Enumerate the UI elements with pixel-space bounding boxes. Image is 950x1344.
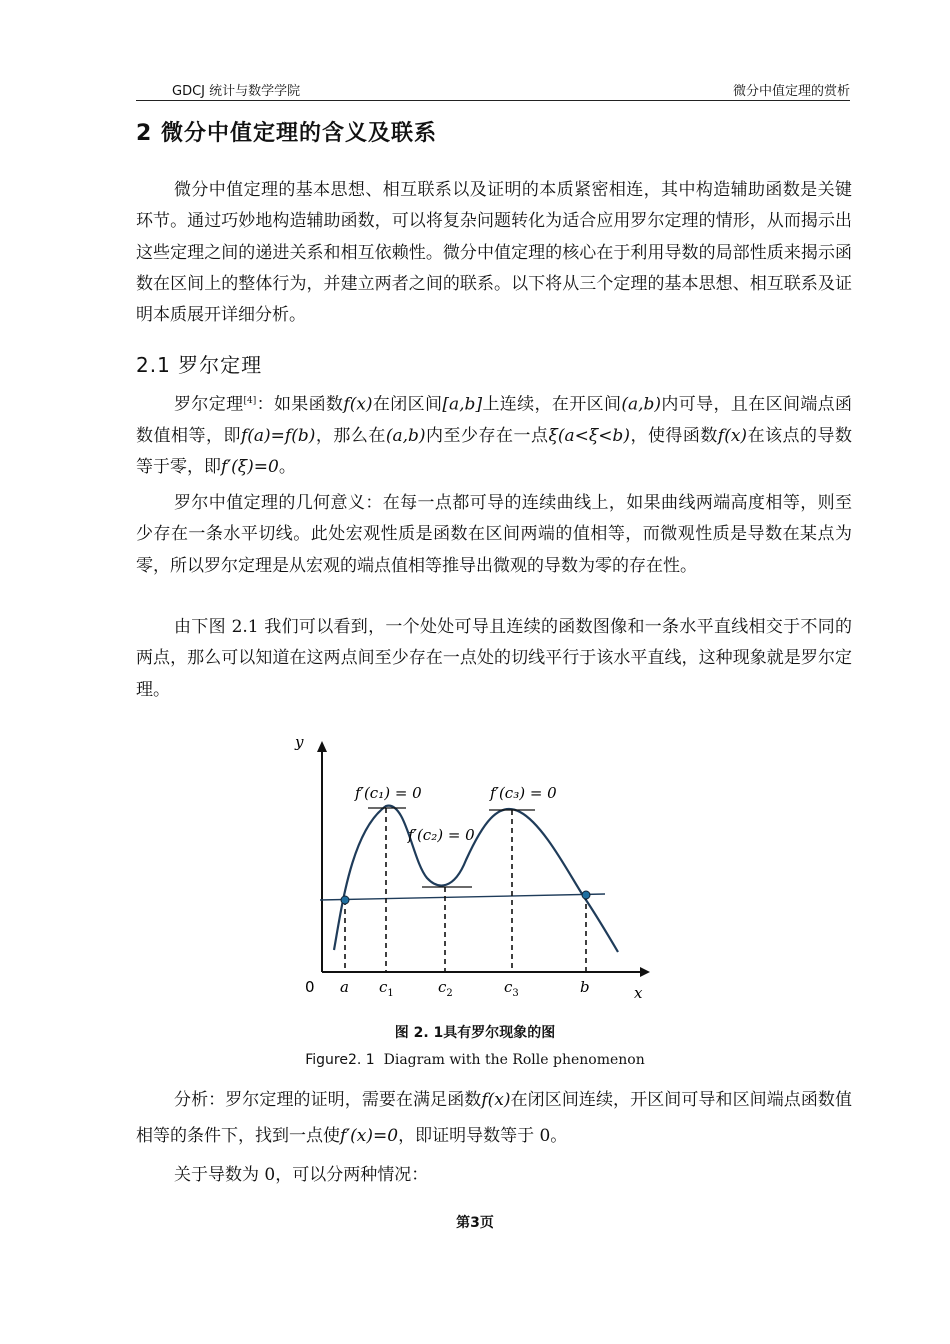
caption-prefix: Figure2. 1 [305, 1052, 375, 1068]
math-xi: ξ(a<ξ<b) [548, 425, 630, 446]
citation[interactable]: [4] [243, 396, 257, 406]
caption-text: Diagram with the Rolle phenomenon [383, 1052, 645, 1068]
y-axis-arrow [317, 741, 327, 752]
math-fx: f(x) [343, 394, 373, 415]
rolle-text: 内可导，且在区间端点函数值相等，即 [136, 394, 853, 446]
x-axis-label: x [634, 984, 643, 1002]
tick-c3: $c_3$ [504, 978, 519, 999]
math-closed-interval: [a,b] [442, 394, 483, 415]
header-left: GDCJ 统计与数学学院 [172, 84, 301, 99]
tick-c1: $c_1$ [379, 978, 394, 999]
rolle-text: 在该点的导数等于零，即 [136, 425, 853, 478]
rolle-text: 内至少存在一点 [425, 425, 549, 446]
tick-b: b [580, 978, 590, 996]
x-axis-arrow [640, 967, 650, 977]
page-number: 第3页 [456, 1215, 494, 1231]
label-c1: f′(c₁) = 0 [355, 784, 422, 802]
rolle-theorem-paragraph [136, 386, 852, 484]
header-right: 微分中值定理的赏析 [732, 84, 850, 99]
y-axis-label: y [295, 733, 304, 751]
rolle-text: 。 [278, 457, 296, 478]
analysis-paragraph [136, 1082, 852, 1154]
tick-c2: $c_2$ [438, 978, 453, 999]
horizontal-line [320, 894, 605, 900]
label-c3: f′(c₃) = 0 [490, 784, 557, 802]
page-header [136, 78, 850, 101]
math-fx: f(x) [717, 425, 748, 446]
math-fx: f(x) [481, 1090, 511, 1110]
section-title: 2 微分中值定理的含义及联系 [136, 121, 437, 146]
rolle-figure [290, 730, 650, 1005]
subsection-title: 2.1 罗尔定理 [136, 353, 263, 377]
figure-intro-paragraph: 由下图 2.1 我们可以看到，一个处处可导且连续的函数图像和一条水平直线相交于不同的两点，那么可以知道在这两点间至少存在一点处的切线平行于该水平直线，这种现象就是罗尔定理。 [136, 617, 852, 700]
tick-a: a [340, 978, 349, 996]
math-derivative: f′(x)=0 [340, 1126, 399, 1146]
rolle-text: ，使得函数 [629, 425, 718, 446]
intro-paragraph: 微分中值定理的基本思想、相互联系以及证明的本质紧密相连，其中构造辅助函数是关键环节。通过巧妙地构造辅助函数，可以将复杂问题转化为适合应用罗尔定理的情形，从而揭示出这些定理之间的递进关系和相互依赖性。微分中值定理的核心在于利用导数的局部性质来揭示函数在区间上的整体行为，并建立两者之间的联系。以下将从三个定理的基本思想、相互联系及证明本质展开详细分析。 [136, 180, 852, 326]
math-endpoint-equality: f(a)=f(b) [240, 425, 316, 446]
analysis-text: 分析：罗尔定理的证明，需要在满足函数 [174, 1090, 482, 1110]
rolle-text: 在闭区间 [372, 394, 443, 415]
figure-caption-cn: 图 2. 1具有罗尔现象的图 [394, 1025, 556, 1041]
cases-paragraph: 关于导数为 0，可以分两种情况： [174, 1165, 429, 1185]
math-open-interval: (a,b) [385, 425, 426, 446]
intersection-point-a [341, 896, 349, 904]
rolle-text: ，那么在 [315, 425, 386, 446]
analysis-text: ，即证明导数等于 0。 [398, 1126, 568, 1146]
math-open-interval: (a,b) [621, 394, 662, 415]
intersection-point-b [582, 891, 590, 899]
rolle-text: 上连续，在开区间 [482, 394, 622, 415]
label-c2: f′(c₂) = 0 [408, 826, 475, 844]
rolle-text: 罗尔定理 [174, 394, 244, 415]
math-derivative: f′(ξ)=0 [221, 457, 279, 478]
origin-label: 0 [305, 978, 315, 996]
function-curve [334, 806, 618, 952]
figure-caption-en [0, 1052, 950, 1068]
analysis-text: 在闭区间连续，开区间可导和区间端点函数值相等的条件下，找到一点使 [136, 1090, 853, 1146]
geometry-paragraph: 罗尔中值定理的几何意义：在每一点都可导的连续曲线上，如果曲线两端高度相等，则至少存在一条水平切线。此处宏观性质是函数在区间两端的值相等，而微观性质是导数在某点为零，所以罗尔定理是从宏观的端点值相等推导出微观的导数为零的存在性。 [136, 493, 852, 576]
rolle-text: ：如果函数 [256, 394, 344, 415]
